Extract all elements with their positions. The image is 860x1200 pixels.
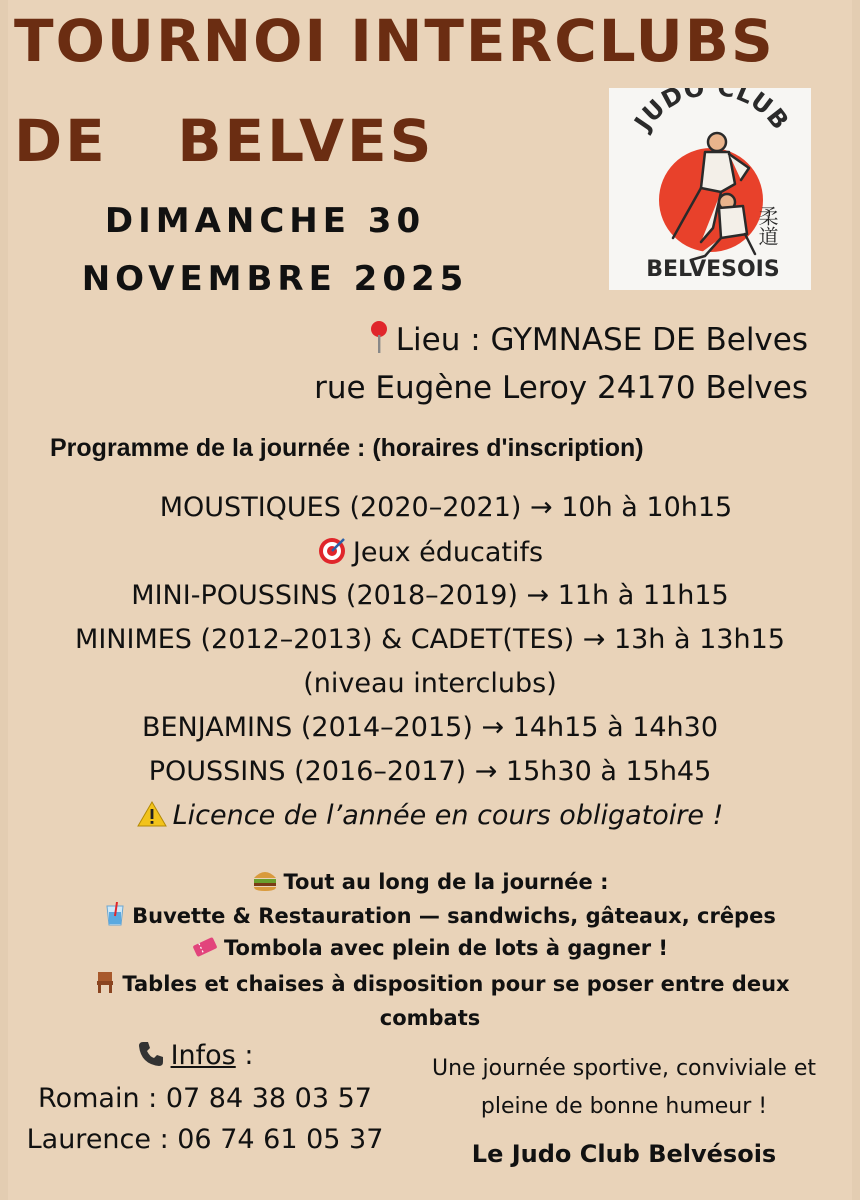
logo-bottom-text: BELVESOIS	[646, 257, 780, 282]
infos-separator: :	[235, 1040, 254, 1071]
extras-item-text: Tombola avec plein de lots à gagner !	[224, 936, 668, 960]
location-address: rue Eugène Leroy 24170 Belves	[314, 370, 808, 406]
extras-item	[20, 902, 860, 928]
svg-text:JUDO CLUB	[628, 88, 795, 137]
club-logo	[609, 88, 811, 290]
schedule-row: MINIMES (2012–2013) & CADET(TES) → 13h à 13h15	[75, 624, 785, 655]
burger-icon	[252, 868, 278, 892]
poster-title-line2: DE BELVES	[14, 107, 435, 175]
closing-line1: Une journée sportive, conviviale et	[431, 1056, 816, 1081]
extras-title-text: Tout au long de la journée :	[283, 870, 609, 894]
extras-item-text: Buvette & Restauration — sandwichs, gâteaux, crêpes	[132, 904, 776, 928]
logo-kanji: 柔道	[755, 206, 779, 246]
event-date-day: DIMANCHE 30	[104, 201, 426, 241]
extras-item	[24, 970, 860, 996]
location-line1	[368, 320, 808, 358]
pin-icon	[368, 320, 390, 354]
extras-item-text: Tables et chaises à disposition pour se poser entre deux	[122, 972, 790, 996]
licence-warning-text: Licence de l’année en cours obligatoire !	[172, 800, 724, 831]
licence-warning	[0, 800, 860, 831]
warning-icon	[137, 800, 167, 828]
schedule-row: BENJAMINS (2014–2015) → 14h15 à 14h30	[141, 712, 719, 743]
programme-title: Programme de la journée : (horaires d'inscription)	[50, 434, 644, 462]
location-place: Lieu : GYMNASE DE Belves	[395, 322, 808, 358]
schedule-row: POUSSINS (2016–2017) → 15h30 à 15h45	[148, 756, 712, 787]
logo-top-text: JUDO CLUB	[628, 88, 795, 136]
judo-logo-icon	[609, 88, 811, 290]
poster-title-line1: TOURNOI INTERCLUBS	[14, 7, 775, 75]
extras-item: combats	[379, 1006, 481, 1030]
infos-heading	[10, 1040, 380, 1071]
extras-item	[0, 936, 860, 960]
extras-title	[0, 868, 860, 894]
club-signature: Le Judo Club Belvésois	[471, 1140, 777, 1168]
schedule-row: MOUSTIQUES (2020–2021) → 10h à 10h15	[159, 492, 733, 523]
ticket-icon	[192, 936, 218, 958]
chair-icon	[94, 970, 116, 994]
schedule-row: MINI-POUSSINS (2018–2019) → 11h à 11h15	[131, 580, 729, 611]
target-icon	[317, 536, 347, 566]
schedule-row	[0, 536, 860, 568]
drink-icon	[104, 902, 126, 926]
contact-laurence: Laurence : 06 74 61 05 37	[26, 1124, 384, 1155]
event-date-month: NOVEMBRE 2025	[81, 259, 469, 299]
contact-romain: Romain : 07 84 38 03 57	[38, 1083, 372, 1114]
schedule-row: (niveau interclubs)	[303, 668, 557, 699]
phone-icon	[137, 1040, 165, 1068]
closing-line2: pleine de bonne humeur !	[480, 1094, 768, 1119]
schedule-activity: Jeux éducatifs	[352, 537, 544, 568]
infos-label: Infos	[170, 1040, 236, 1071]
